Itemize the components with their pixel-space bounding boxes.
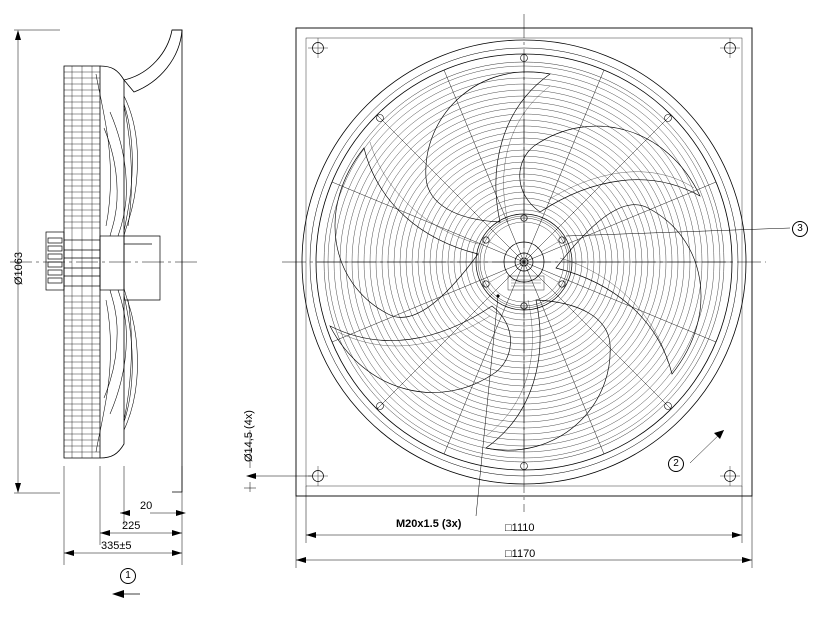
balloon-3: 3: [792, 221, 808, 237]
dimension-diameter-overall: Ø1063: [13, 251, 25, 285]
dimension-depth-total: 335±5: [101, 540, 132, 552]
dimension-depth-small: 20: [140, 500, 153, 512]
dimension-square-inner: □1110: [505, 522, 535, 534]
dimension-depth-mid: 225: [122, 520, 141, 532]
side-view-group: [0, 30, 200, 598]
dimension-thread-callout: M20x1.5 (3x): [396, 518, 462, 530]
front-view-group: [244, 14, 790, 568]
balloon-1: 1: [120, 568, 136, 584]
dimension-square-outer: □1170: [505, 548, 536, 560]
dimension-mount-hole-diameter: Ø14,5 (4x): [243, 410, 255, 462]
balloon-2: 2: [668, 456, 684, 472]
